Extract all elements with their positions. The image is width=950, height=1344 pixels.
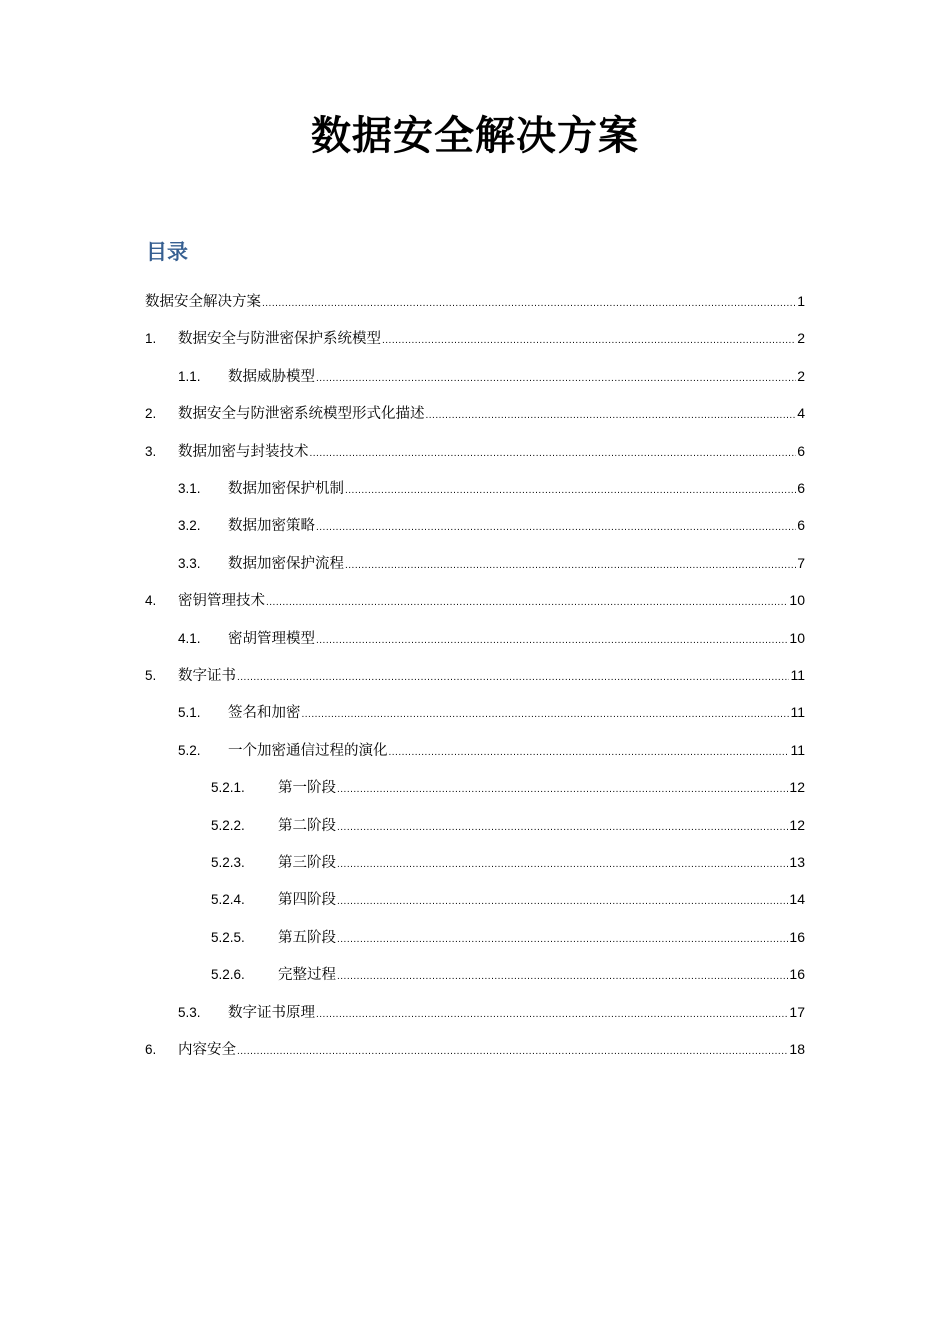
toc-dot-leader bbox=[316, 515, 796, 541]
toc-entry-number: 5.3. bbox=[178, 1004, 201, 1020]
toc-dot-leader bbox=[316, 366, 796, 392]
toc-entry-number: 2. bbox=[145, 406, 157, 422]
toc-dot-leader bbox=[337, 889, 788, 915]
toc-entry-number: 5.2.3. bbox=[211, 855, 245, 870]
toc-entry[interactable] bbox=[178, 363, 805, 389]
toc-dot-leader bbox=[262, 291, 796, 317]
toc-entry-page-number: 16 bbox=[789, 966, 805, 983]
toc-dot-leader bbox=[316, 1002, 788, 1028]
toc-entry[interactable] bbox=[178, 699, 805, 725]
toc-entry-page-number: 2 bbox=[797, 330, 805, 347]
toc-entry-page-number: 4 bbox=[797, 405, 805, 422]
toc-entry-title: 密胡管理模型 bbox=[228, 630, 315, 647]
toc-entry-page-number: 6 bbox=[797, 442, 805, 459]
toc-entry[interactable] bbox=[145, 438, 805, 464]
toc-entry-page-number: 14 bbox=[789, 891, 805, 908]
toc-entry-page-number: 13 bbox=[789, 854, 805, 870]
toc-entry-page-number: 7 bbox=[797, 554, 805, 571]
toc-dot-leader bbox=[302, 702, 790, 728]
toc-entry-page-number: 17 bbox=[789, 1003, 805, 1020]
toc-entry-number: 3.2. bbox=[178, 518, 201, 534]
toc-entry[interactable] bbox=[145, 662, 805, 688]
toc-entry-title: 数据加密保护流程 bbox=[228, 555, 344, 572]
toc-heading: 目录 bbox=[146, 240, 188, 264]
toc-dot-leader bbox=[382, 328, 796, 354]
toc-entry-title: 第三阶段 bbox=[278, 855, 336, 871]
toc-entry-number: 5. bbox=[145, 668, 157, 683]
toc-entry-page-number: 10 bbox=[789, 629, 805, 646]
toc-entry-title: 完整过程 bbox=[278, 967, 336, 984]
toc-dot-leader bbox=[266, 590, 788, 616]
toc-dot-leader bbox=[310, 441, 797, 467]
toc-entry[interactable] bbox=[211, 812, 805, 838]
toc-entry[interactable] bbox=[145, 400, 805, 426]
toc-entry-title: 第五阶段 bbox=[278, 929, 336, 946]
toc-dot-leader bbox=[237, 1039, 788, 1065]
toc-entry[interactable] bbox=[145, 587, 805, 613]
toc-entry-number: 5.1. bbox=[178, 705, 201, 721]
toc-entry-number: 5.2.1. bbox=[211, 780, 245, 796]
toc-dot-leader bbox=[389, 740, 790, 766]
toc-entry-number: 5.2.5. bbox=[211, 929, 245, 945]
toc-dot-leader bbox=[316, 628, 788, 654]
toc-entry-number: 5.2.4. bbox=[211, 892, 245, 908]
toc-entry[interactable] bbox=[211, 886, 805, 912]
toc-dot-leader bbox=[337, 777, 788, 803]
toc-entry-title: 数字证书 bbox=[178, 668, 236, 684]
toc-dot-leader bbox=[426, 403, 797, 429]
toc-entry-number: 5.2.2. bbox=[211, 817, 245, 833]
toc-entry-page-number: 12 bbox=[789, 779, 805, 796]
toc-entry[interactable] bbox=[178, 512, 805, 538]
toc-entry[interactable] bbox=[178, 550, 805, 576]
toc-dot-leader bbox=[237, 665, 789, 691]
toc-entry[interactable] bbox=[178, 999, 805, 1025]
toc-entry-title: 第一阶段 bbox=[278, 780, 336, 797]
toc-entry-number: 1.1. bbox=[178, 368, 201, 384]
toc-entry-page-number: 18 bbox=[789, 1041, 805, 1057]
toc-entry[interactable] bbox=[178, 475, 805, 501]
toc-entry-title: 数据加密策略 bbox=[228, 518, 315, 535]
toc-entry-number: 3.1. bbox=[178, 481, 201, 496]
toc-entry-number: 3. bbox=[145, 443, 157, 459]
toc-entry-number: 6. bbox=[145, 1042, 157, 1057]
toc-entry-title: 数据加密与封装技术 bbox=[178, 443, 309, 460]
toc-entry-number: 1. bbox=[145, 331, 157, 347]
toc-entry-page-number: 6 bbox=[797, 517, 805, 534]
toc-entry[interactable] bbox=[211, 924, 805, 950]
toc-entry-title: 一个加密通信过程的演化 bbox=[228, 742, 388, 759]
toc-entry-page-number: 10 bbox=[789, 592, 805, 609]
toc-dot-leader bbox=[345, 553, 796, 579]
toc-dot-leader bbox=[337, 964, 788, 990]
toc-entry-page-number: 12 bbox=[789, 816, 805, 833]
toc-entry[interactable] bbox=[145, 325, 805, 351]
toc-dot-leader bbox=[337, 927, 788, 953]
toc-entry-number: 3.3. bbox=[178, 555, 201, 571]
toc-entry-page-number: 11 bbox=[790, 704, 805, 721]
toc-entry-title: 数据威胁模型 bbox=[228, 368, 315, 385]
toc-entry-title: 数据安全与防泄密系统模型形式化描述 bbox=[178, 406, 425, 423]
toc-entry-number: 4.1. bbox=[178, 630, 201, 646]
toc-entry-title: 数字证书原理 bbox=[228, 1004, 315, 1021]
toc-entry-title: 第四阶段 bbox=[278, 892, 336, 909]
toc-entry-page-number: 1 bbox=[797, 293, 805, 309]
toc-entry-title: 数据安全解决方案 bbox=[145, 294, 261, 310]
toc-entry-page-number: 11 bbox=[790, 741, 805, 758]
toc-entry[interactable] bbox=[145, 1036, 805, 1062]
toc-entry-title: 签名和加密 bbox=[228, 705, 301, 722]
document-title: 数据安全解决方案 bbox=[311, 113, 639, 159]
toc-entry[interactable] bbox=[145, 288, 805, 314]
toc-entry-number: 5.2.6. bbox=[211, 967, 245, 983]
toc-dot-leader bbox=[337, 815, 788, 841]
toc-dot-leader bbox=[337, 852, 788, 878]
toc-entry-number: 5.2. bbox=[178, 742, 201, 758]
toc-entry-title: 数据安全与防泄密保护系统模型 bbox=[178, 331, 381, 348]
toc-entry[interactable] bbox=[178, 737, 805, 763]
toc-entry[interactable] bbox=[211, 774, 805, 800]
toc-entry-page-number: 11 bbox=[790, 667, 805, 683]
toc-entry[interactable] bbox=[178, 625, 805, 651]
toc-entry[interactable] bbox=[211, 849, 805, 875]
toc-entry-title: 数据加密保护机制 bbox=[228, 481, 344, 497]
toc-entry-title: 内容安全 bbox=[178, 1042, 236, 1058]
toc-entry-number: 4. bbox=[145, 593, 157, 609]
toc-entry[interactable] bbox=[211, 961, 805, 987]
toc-entry-page-number: 2 bbox=[797, 367, 805, 384]
toc-entry-page-number: 16 bbox=[789, 928, 805, 945]
toc-dot-leader bbox=[345, 478, 796, 504]
toc-entry-page-number: 6 bbox=[797, 480, 805, 496]
toc-entry-title: 第二阶段 bbox=[278, 817, 336, 834]
toc-entry-title: 密钥管理技术 bbox=[178, 593, 265, 610]
